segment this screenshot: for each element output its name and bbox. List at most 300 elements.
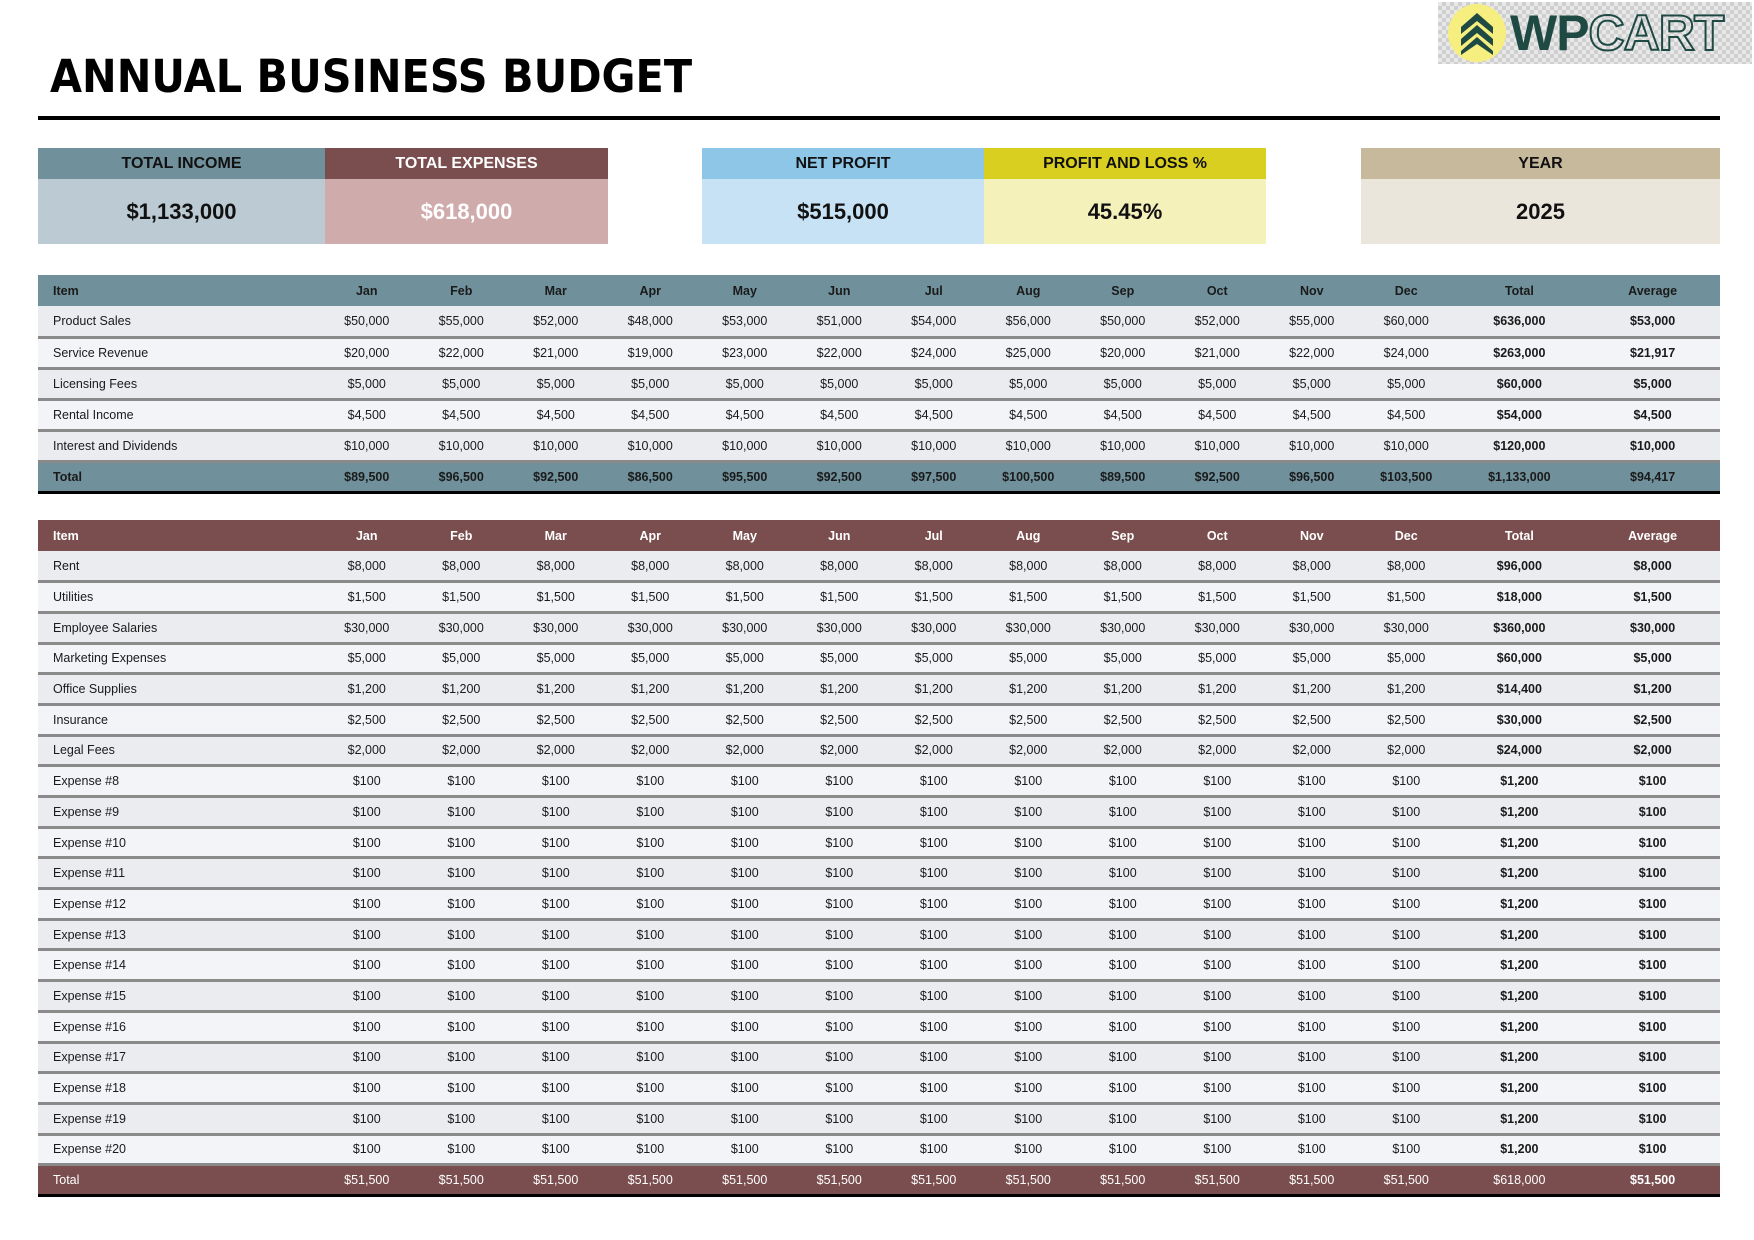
row-cell-jul: $100 — [919, 1081, 948, 1096]
total-cell-jan: $51,500 — [344, 1173, 390, 1188]
row-cell-feb: $1,500 — [442, 590, 481, 605]
total-cell-dec: $103,500 — [1380, 469, 1433, 484]
row-cell-sep: $1,500 — [1103, 590, 1142, 605]
total-cell-may: $51,500 — [722, 1173, 768, 1188]
row-item-label: Expense #17 — [53, 1050, 126, 1065]
total-cell-jul: $97,500 — [911, 469, 957, 484]
column-header-may: May — [732, 528, 757, 543]
column-header-total: Total — [1504, 528, 1534, 543]
table-row — [38, 950, 1720, 981]
row-cell-jun: $51,000 — [816, 313, 862, 328]
total-cell-may: $95,500 — [722, 469, 768, 484]
row-cell-nov: $100 — [1297, 927, 1326, 942]
table-row — [38, 612, 1720, 643]
row-cell-total: $1,200 — [1500, 1142, 1539, 1157]
row-cell-sep: $100 — [1108, 835, 1137, 850]
row-cell-total: $14,400 — [1496, 682, 1542, 697]
chevron-up-icon — [1448, 4, 1506, 62]
row-cell-jun: $4,500 — [820, 407, 859, 422]
table-row — [38, 858, 1720, 889]
column-header-jan: Jan — [355, 283, 378, 298]
table-row — [38, 582, 1720, 613]
row-cell-nov: $100 — [1297, 896, 1326, 911]
row-cell-sep: $30,000 — [1100, 620, 1146, 635]
row-cell-may: $5,000 — [725, 651, 764, 666]
row-cell-sep: $100 — [1108, 988, 1137, 1003]
row-cell-sep: $100 — [1108, 866, 1137, 881]
row-cell-apr: $30,000 — [627, 620, 673, 635]
row-cell-nov: $100 — [1297, 1111, 1326, 1126]
profit-loss-card — [984, 148, 1266, 244]
total-income-label: TOTAL INCOME — [38, 148, 325, 179]
row-cell-nov: $30,000 — [1289, 620, 1335, 635]
row-cell-average: $5,000 — [1633, 376, 1672, 391]
row-cell-total: $24,000 — [1496, 743, 1542, 758]
row-cell-aug: $2,000 — [1009, 743, 1048, 758]
total-expenses-card — [325, 148, 608, 244]
row-cell-sep: $2,000 — [1103, 743, 1142, 758]
row-cell-dec: $100 — [1392, 927, 1421, 942]
row-cell-oct: $10,000 — [1194, 438, 1240, 453]
row-cell-feb: $10,000 — [438, 438, 484, 453]
expenses-total-row — [38, 1165, 1720, 1196]
row-cell-sep: $100 — [1108, 1111, 1137, 1126]
column-header-sep: Sep — [1111, 528, 1135, 543]
row-cell-jan: $8,000 — [347, 558, 386, 573]
row-cell-sep: $4,500 — [1103, 407, 1142, 422]
row-cell-jan: $100 — [352, 866, 381, 881]
row-cell-total: $1,200 — [1500, 774, 1539, 789]
row-cell-feb: $5,000 — [442, 651, 481, 666]
row-cell-total: $1,200 — [1500, 988, 1539, 1003]
row-cell-apr: $100 — [636, 1142, 665, 1157]
row-item-label: Expense #13 — [53, 927, 126, 942]
row-cell-total: $1,200 — [1500, 866, 1539, 881]
row-cell-average: $10,000 — [1630, 438, 1676, 453]
row-cell-average: $100 — [1638, 1050, 1667, 1065]
row-cell-jun: $2,500 — [820, 712, 859, 727]
year-value: 2025 — [1361, 179, 1720, 244]
row-cell-apr: $2,500 — [631, 712, 670, 727]
row-cell-oct: $100 — [1203, 1050, 1232, 1065]
row-cell-apr: $100 — [636, 804, 665, 819]
row-cell-dec: $5,000 — [1387, 376, 1426, 391]
row-cell-oct: $100 — [1203, 927, 1232, 942]
table-row — [38, 1103, 1720, 1134]
row-cell-nov: $55,000 — [1289, 313, 1335, 328]
row-cell-nov: $100 — [1297, 1081, 1326, 1096]
row-cell-jun: $30,000 — [816, 620, 862, 635]
row-cell-jan: $100 — [352, 958, 381, 973]
row-cell-nov: $100 — [1297, 774, 1326, 789]
row-cell-dec: $10,000 — [1383, 438, 1429, 453]
row-cell-may: $100 — [730, 1142, 759, 1157]
row-item-label: Rental Income — [53, 407, 134, 422]
row-cell-nov: $8,000 — [1292, 558, 1331, 573]
total-cell-feb: $96,500 — [438, 469, 484, 484]
row-item-label: Insurance — [53, 712, 108, 727]
row-item-label: Expense #9 — [53, 804, 120, 819]
row-cell-jul: $100 — [919, 1142, 948, 1157]
row-item-label: Expense #15 — [53, 988, 126, 1003]
row-cell-may: $100 — [730, 988, 759, 1003]
row-cell-may: $2,500 — [725, 712, 764, 727]
row-cell-may: $4,500 — [725, 407, 764, 422]
row-cell-average: $100 — [1638, 1111, 1667, 1126]
row-cell-mar: $30,000 — [533, 620, 579, 635]
total-cell-mar: $92,500 — [533, 469, 579, 484]
column-header-may: May — [732, 283, 757, 298]
row-cell-average: $5,000 — [1633, 651, 1672, 666]
total-cell-mar: $51,500 — [533, 1173, 579, 1188]
net-profit-label: NET PROFIT — [702, 148, 984, 179]
row-item-label: Licensing Fees — [53, 376, 138, 391]
row-cell-sep: $8,000 — [1103, 558, 1142, 573]
row-cell-dec: $8,000 — [1387, 558, 1426, 573]
row-cell-sep: $5,000 — [1103, 651, 1142, 666]
total-cell-apr: $51,500 — [627, 1173, 673, 1188]
row-cell-oct: $100 — [1203, 1081, 1232, 1096]
row-cell-jun: $100 — [825, 1081, 854, 1096]
row-cell-may: $100 — [730, 1050, 759, 1065]
profit-loss-value: 45.45% — [984, 179, 1266, 244]
row-cell-dec: $100 — [1392, 1081, 1421, 1096]
row-cell-may: $30,000 — [722, 620, 768, 635]
row-cell-nov: $100 — [1297, 988, 1326, 1003]
row-cell-aug: $100 — [1014, 958, 1043, 973]
row-cell-mar: $100 — [541, 1019, 570, 1034]
row-cell-jul: $100 — [919, 774, 948, 789]
row-cell-total: $1,200 — [1500, 1081, 1539, 1096]
total-label: Total — [53, 469, 82, 484]
row-cell-may: $8,000 — [725, 558, 764, 573]
row-cell-jun: $100 — [825, 1111, 854, 1126]
row-cell-mar: $100 — [541, 774, 570, 789]
row-cell-apr: $100 — [636, 774, 665, 789]
row-item-label: Office Supplies — [53, 682, 137, 697]
row-cell-jul: $5,000 — [914, 376, 953, 391]
row-cell-aug: $5,000 — [1009, 651, 1048, 666]
logo-cart-text: CART — [1588, 5, 1724, 61]
row-cell-apr: $100 — [636, 866, 665, 881]
year-label: YEAR — [1361, 148, 1720, 179]
row-cell-apr: $48,000 — [627, 313, 673, 328]
column-header-dec: Dec — [1394, 283, 1418, 298]
row-cell-average: $100 — [1638, 774, 1667, 789]
row-cell-apr: $8,000 — [631, 558, 670, 573]
row-cell-apr: $100 — [636, 896, 665, 911]
row-cell-feb: $55,000 — [438, 313, 484, 328]
row-cell-mar: $100 — [541, 866, 570, 881]
row-cell-may: $100 — [730, 927, 759, 942]
row-cell-aug: $2,500 — [1009, 712, 1048, 727]
row-cell-dec: $100 — [1392, 866, 1421, 881]
row-cell-feb: $100 — [447, 835, 476, 850]
row-cell-mar: $1,200 — [536, 682, 575, 697]
row-cell-mar: $100 — [541, 896, 570, 911]
page-title: ANNUAL BUSINESS BUDGET — [50, 50, 693, 103]
table-row — [38, 1011, 1720, 1042]
row-cell-aug: $30,000 — [1005, 620, 1051, 635]
row-cell-average: $1,200 — [1633, 682, 1672, 697]
row-cell-total: $1,200 — [1500, 927, 1539, 942]
row-cell-mar: $100 — [541, 1050, 570, 1065]
column-header-jun: Jun — [828, 283, 851, 298]
row-cell-mar: $8,000 — [536, 558, 575, 573]
row-cell-total: $60,000 — [1496, 376, 1542, 391]
row-cell-dec: $30,000 — [1383, 620, 1429, 635]
row-cell-jun: $2,000 — [820, 743, 859, 758]
column-header-feb: Feb — [450, 283, 473, 298]
row-cell-jan: $5,000 — [347, 376, 386, 391]
row-cell-oct: $100 — [1203, 988, 1232, 1003]
row-cell-dec: $100 — [1392, 1142, 1421, 1157]
total-cell-average: $51,500 — [1630, 1173, 1676, 1188]
table-row — [38, 766, 1720, 797]
row-cell-may: $1,500 — [725, 590, 764, 605]
row-cell-feb: $22,000 — [438, 345, 484, 360]
row-cell-total: $1,200 — [1500, 896, 1539, 911]
total-cell-oct: $51,500 — [1194, 1173, 1240, 1188]
row-item-label: Employee Salaries — [53, 620, 158, 635]
row-cell-jun: $100 — [825, 958, 854, 973]
row-cell-jan: $100 — [352, 1050, 381, 1065]
row-cell-oct: $21,000 — [1194, 345, 1240, 360]
row-cell-jun: $8,000 — [820, 558, 859, 573]
row-cell-aug: $100 — [1014, 835, 1043, 850]
row-item-label: Expense #8 — [53, 774, 120, 789]
row-cell-nov: $100 — [1297, 866, 1326, 881]
row-item-label: Rent — [53, 558, 80, 573]
row-cell-jan: $2,500 — [347, 712, 386, 727]
row-cell-nov: $5,000 — [1292, 376, 1331, 391]
row-item-label: Legal Fees — [53, 743, 115, 758]
row-item-label: Expense #20 — [53, 1142, 126, 1157]
row-cell-oct: $52,000 — [1194, 313, 1240, 328]
row-cell-jan: $100 — [352, 835, 381, 850]
row-cell-oct: $100 — [1203, 835, 1232, 850]
row-cell-average: $100 — [1638, 866, 1667, 881]
row-cell-may: $100 — [730, 896, 759, 911]
row-cell-total: $120,000 — [1493, 438, 1546, 453]
row-cell-mar: $2,500 — [536, 712, 575, 727]
row-cell-oct: $1,200 — [1198, 682, 1237, 697]
income-header-row — [38, 275, 1720, 306]
row-cell-aug: $100 — [1014, 988, 1043, 1003]
row-cell-dec: $2,000 — [1387, 743, 1426, 758]
row-cell-nov: $100 — [1297, 1142, 1326, 1157]
row-cell-feb: $100 — [447, 927, 476, 942]
row-cell-jul: $2,500 — [914, 712, 953, 727]
row-cell-jul: $100 — [919, 1019, 948, 1034]
table-row — [38, 704, 1720, 735]
row-item-label: Service Revenue — [53, 345, 149, 360]
row-cell-sep: $10,000 — [1100, 438, 1146, 453]
row-cell-average: $100 — [1638, 896, 1667, 911]
row-cell-jan: $5,000 — [347, 651, 386, 666]
row-cell-jun: $5,000 — [820, 651, 859, 666]
row-cell-total: $18,000 — [1496, 590, 1542, 605]
column-header-item: Item — [53, 283, 79, 298]
column-header-jul: Jul — [924, 283, 943, 298]
row-cell-jul: $100 — [919, 1111, 948, 1126]
row-cell-jul: $100 — [919, 896, 948, 911]
row-cell-jan: $10,000 — [344, 438, 390, 453]
total-cell-total: $1,133,000 — [1488, 469, 1551, 484]
row-cell-total: $96,000 — [1496, 558, 1542, 573]
row-cell-aug: $25,000 — [1005, 345, 1051, 360]
row-cell-dec: $4,500 — [1387, 407, 1426, 422]
column-header-mar: Mar — [544, 528, 567, 543]
row-cell-oct: $100 — [1203, 896, 1232, 911]
row-cell-sep: $100 — [1108, 927, 1137, 942]
row-cell-oct: $8,000 — [1198, 558, 1237, 573]
row-cell-may: $100 — [730, 1111, 759, 1126]
row-cell-mar: $100 — [541, 958, 570, 973]
row-cell-sep: $100 — [1108, 958, 1137, 973]
total-cell-sep: $89,500 — [1100, 469, 1146, 484]
row-cell-apr: $1,200 — [631, 682, 670, 697]
table-row — [38, 306, 1720, 337]
table-row — [38, 1042, 1720, 1073]
income-total-row — [38, 461, 1720, 492]
column-header-dec: Dec — [1394, 528, 1418, 543]
row-cell-feb: $8,000 — [442, 558, 481, 573]
row-cell-feb: $100 — [447, 1111, 476, 1126]
row-cell-dec: $100 — [1392, 774, 1421, 789]
row-cell-total: $1,200 — [1500, 958, 1539, 973]
net-profit-value: $515,000 — [702, 179, 984, 244]
row-cell-average: $100 — [1638, 1081, 1667, 1096]
table-row — [38, 643, 1720, 674]
row-cell-total: $263,000 — [1493, 345, 1546, 360]
table-row — [38, 368, 1720, 399]
table-row — [38, 551, 1720, 582]
row-cell-jun: $1,500 — [820, 590, 859, 605]
row-cell-jun: $100 — [825, 1050, 854, 1065]
row-cell-may: $100 — [730, 835, 759, 850]
row-cell-feb: $100 — [447, 774, 476, 789]
row-cell-jul: $8,000 — [914, 558, 953, 573]
row-cell-jun: $100 — [825, 1019, 854, 1034]
row-cell-jul: $5,000 — [914, 651, 953, 666]
row-cell-average: $1,500 — [1633, 590, 1672, 605]
row-cell-apr: $1,500 — [631, 590, 670, 605]
row-cell-jan: $4,500 — [347, 407, 386, 422]
logo-wordmark — [1510, 5, 1724, 61]
row-cell-may: $100 — [730, 866, 759, 881]
row-cell-oct: $100 — [1203, 804, 1232, 819]
row-cell-jun: $100 — [825, 927, 854, 942]
row-cell-nov: $1,500 — [1292, 590, 1331, 605]
column-header-apr: Apr — [639, 528, 662, 543]
total-cell-aug: $100,500 — [1002, 469, 1055, 484]
row-cell-apr: $5,000 — [631, 651, 670, 666]
row-item-label: Expense #11 — [53, 866, 126, 881]
row-cell-may: $53,000 — [722, 313, 768, 328]
row-cell-oct: $4,500 — [1198, 407, 1237, 422]
total-expenses-label: TOTAL EXPENSES — [325, 148, 608, 179]
row-cell-oct: $2,000 — [1198, 743, 1237, 758]
table-row — [38, 735, 1720, 766]
column-header-total: Total — [1504, 283, 1534, 298]
row-cell-average: $100 — [1638, 1142, 1667, 1157]
row-cell-aug: $100 — [1014, 1050, 1043, 1065]
row-cell-aug: $1,500 — [1009, 590, 1048, 605]
row-cell-apr: $10,000 — [627, 438, 673, 453]
row-item-label: Expense #12 — [53, 896, 126, 911]
row-cell-jul: $100 — [919, 958, 948, 973]
row-cell-apr: $2,000 — [631, 743, 670, 758]
column-header-aug: Aug — [1016, 528, 1041, 543]
total-expenses-value: $618,000 — [325, 179, 608, 244]
row-cell-jun: $100 — [825, 896, 854, 911]
row-cell-jul: $4,500 — [914, 407, 953, 422]
row-cell-jul: $24,000 — [911, 345, 957, 360]
column-header-average: Average — [1628, 283, 1678, 298]
row-cell-jan: $100 — [352, 1081, 381, 1096]
row-item-label: Expense #18 — [53, 1081, 126, 1096]
row-cell-nov: $1,200 — [1292, 682, 1331, 697]
income-table — [38, 275, 1720, 494]
row-cell-mar: $2,000 — [536, 743, 575, 758]
row-cell-feb: $5,000 — [442, 376, 481, 391]
expenses-header-row — [38, 520, 1720, 551]
row-cell-jul: $100 — [919, 1050, 948, 1065]
row-cell-oct: $100 — [1203, 958, 1232, 973]
row-cell-apr: $100 — [636, 927, 665, 942]
row-cell-total: $636,000 — [1493, 313, 1546, 328]
row-cell-sep: $100 — [1108, 1142, 1137, 1157]
row-cell-apr: $4,500 — [631, 407, 670, 422]
row-cell-aug: $100 — [1014, 927, 1043, 942]
row-cell-apr: $100 — [636, 958, 665, 973]
total-cell-dec: $51,500 — [1383, 1173, 1429, 1188]
total-cell-jan: $89,500 — [344, 469, 390, 484]
row-cell-jan: $100 — [352, 1019, 381, 1034]
column-header-oct: Oct — [1206, 528, 1228, 543]
row-cell-aug: $100 — [1014, 1019, 1043, 1034]
row-cell-sep: $100 — [1108, 1050, 1137, 1065]
row-cell-aug: $56,000 — [1005, 313, 1051, 328]
row-cell-jun: $100 — [825, 835, 854, 850]
row-cell-jan: $100 — [352, 804, 381, 819]
total-cell-total: $618,000 — [1493, 1173, 1546, 1188]
row-cell-oct: $5,000 — [1198, 376, 1237, 391]
row-cell-dec: $100 — [1392, 988, 1421, 1003]
wpcart-logo — [1438, 2, 1752, 64]
row-cell-dec: $100 — [1392, 1050, 1421, 1065]
row-cell-aug: $5,000 — [1009, 376, 1048, 391]
row-cell-average: $2,500 — [1633, 712, 1672, 727]
row-cell-dec: $2,500 — [1387, 712, 1426, 727]
row-cell-sep: $20,000 — [1100, 345, 1146, 360]
row-cell-feb: $100 — [447, 866, 476, 881]
row-cell-total: $1,200 — [1500, 1111, 1539, 1126]
column-header-feb: Feb — [450, 528, 473, 543]
row-cell-mar: $10,000 — [533, 438, 579, 453]
column-header-jul: Jul — [924, 528, 943, 543]
row-cell-mar: $100 — [541, 1111, 570, 1126]
row-cell-dec: $1,200 — [1387, 682, 1426, 697]
row-cell-oct: $30,000 — [1194, 620, 1240, 635]
row-cell-total: $1,200 — [1500, 1019, 1539, 1034]
column-header-sep: Sep — [1111, 283, 1135, 298]
row-cell-jan: $100 — [352, 896, 381, 911]
row-cell-nov: $2,000 — [1292, 743, 1331, 758]
row-cell-nov: $100 — [1297, 1019, 1326, 1034]
row-cell-jul: $2,000 — [914, 743, 953, 758]
